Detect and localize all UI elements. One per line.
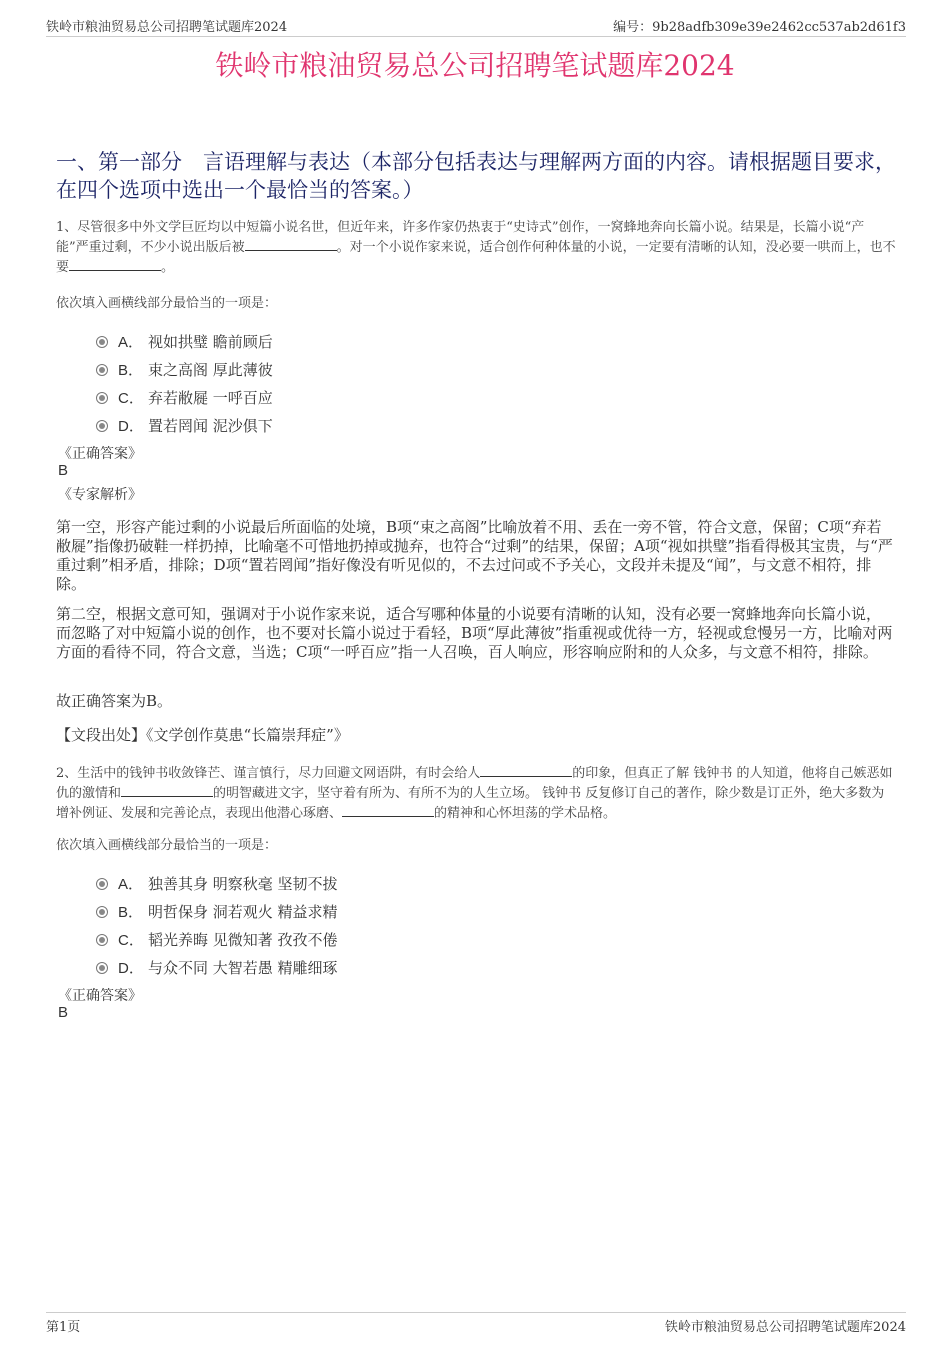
radio-icon[interactable]: [96, 336, 108, 348]
option-letter: A．: [118, 876, 144, 893]
option-letter: B．: [118, 362, 144, 379]
q1-option-a[interactable]: [96, 330, 596, 358]
question-1-prompt: 依次填入画横线部分最恰当的一项是：: [56, 296, 278, 311]
q2-option-c[interactable]: [96, 928, 596, 956]
q1-option-d[interactable]: [96, 414, 596, 442]
footer-title: 铁岭市粮油贸易总公司招聘笔试题库2024: [664, 1320, 906, 1335]
option-text: 视如拱璧 瞻前顾后: [148, 333, 273, 351]
q1-analysis-conclusion: 故正确答案为B。: [56, 692, 173, 710]
question-1-stem: [56, 218, 896, 278]
q1-analysis-paragraph-2: 第二空，根据文意可知，强调对于小说作家来说，适合写哪种体量的小说要有清晰的认知，没有必要一窝蜂地奔向长篇小说，而忽略了对中短篇小说的创作，也不要对长篇小说过于看轻，B项“厚此薄彼”指重视或优待一方，轻视或怠慢另一方，比喻对两方面的看待不同，符合文意，当选；C项“一呼百应”指一人召唤，百人响应，形容响应附和的人众多，与文意不相符，排除。: [56, 605, 893, 661]
q2-answer: B: [58, 1004, 69, 1021]
option-text: 独善其身 明察秋毫 坚韧不拔: [148, 875, 338, 893]
q2-stem-part-b: 的印象，但真正了解 钱钟书 的人知道，他将自己嫉恶如仇的激情和: [56, 766, 893, 801]
radio-icon[interactable]: [96, 906, 108, 918]
option-letter: D．: [118, 418, 144, 435]
option-text: 明哲保身 洞若观火 精益求精: [148, 903, 338, 921]
q1-option-b[interactable]: [96, 358, 596, 386]
question-2-options: [96, 872, 596, 984]
page-number: 第1页: [46, 1320, 81, 1335]
q1-stem-part-b: 。对一个小说作家来说，适合创作何种体量的小说，一定要有清晰的认知，没必要一哄而上，也不要: [56, 240, 896, 275]
q2-blank-1: [480, 764, 572, 777]
header-serial-number: 编号：9b28adfb309e39e2462cc537ab2d61f3: [613, 20, 906, 35]
option-text: 韬光养晦 见微知著 孜孜不倦: [148, 931, 338, 949]
q1-analysis-label: 《专家解析》: [58, 487, 142, 503]
q1-blank-1: [245, 238, 337, 251]
q2-stem-part-c: 的明智藏进文字，坚守着有所为、有所不为的人生立场。 钱钟书 反复修订自己的著作，除少数是订正外，绝大多数为增补例证、发展和完善论点，表现出他潜心琢磨、: [56, 786, 885, 821]
option-text: 弃若敝屣 一呼百应: [148, 389, 273, 407]
option-letter: A．: [118, 334, 144, 351]
question-2-stem: [56, 764, 896, 824]
page-footer: [46, 1312, 906, 1337]
q2-answer-label: 《正确答案》: [58, 988, 142, 1004]
q2-blank-2: [121, 784, 213, 797]
q1-blank-2: [69, 258, 161, 271]
section-heading: 一、第一部分 言语理解与表达（本部分包括表达与理解两方面的内容。请根据题目要求，在四个选项中选出一个最恰当的答案。）: [56, 150, 896, 202]
q1-answer: B: [58, 462, 69, 479]
q2-option-d[interactable]: [96, 956, 596, 984]
radio-icon[interactable]: [96, 878, 108, 890]
document-title: 铁岭市粮油贸易总公司招聘笔试题库2024: [215, 49, 735, 82]
q2-stem-part-d: 的精神和心怀坦荡的学术品格。: [434, 806, 617, 821]
q1-option-c[interactable]: [96, 386, 596, 414]
radio-icon[interactable]: [96, 364, 108, 376]
q1-analysis-paragraph-1: 第一空，形容产能过剩的小说最后所面临的处境，B项“束之高阁”比喻放着不用、丢在一旁不管，符合文意，保留；C项“弃若敝屣”指像扔破鞋一样扔掉，比喻毫不可惜地扔掉或抛弃，也符合“过剩”的结果，保留；A项“视如拱璧”指看得极其宝贵，与“严重过剩”相矛盾，排除；D项“置若罔闻”指好像没有听见似的，不去过问或不予关心，文段并未提及“闻”，与文意不相符，排除。: [56, 518, 893, 593]
radio-icon[interactable]: [96, 934, 108, 946]
option-text: 与众不同 大智若愚 精雕细琢: [148, 959, 338, 977]
option-letter: C．: [118, 932, 144, 949]
header-title: 铁岭市粮油贸易总公司招聘笔试题库2024: [46, 20, 288, 35]
q1-stem-part-a: 1、尽管很多中外文学巨匠均以中短篇小说名世，但近年来，许多作家仍热衷于“史诗式”创作，一窝蜂地奔向长篇小说。结果是，长篇小说“产能”严重过剩，不少小说出版后被: [56, 220, 865, 255]
option-text: 置若罔闻 泥沙俱下: [148, 417, 273, 435]
question-2-prompt: 依次填入画横线部分最恰当的一项是：: [56, 838, 278, 853]
q2-option-a[interactable]: [96, 872, 596, 900]
option-letter: C．: [118, 390, 144, 407]
radio-icon[interactable]: [96, 420, 108, 432]
question-1-options: [96, 330, 596, 442]
option-letter: D．: [118, 960, 144, 977]
radio-icon[interactable]: [96, 392, 108, 404]
q1-stem-part-c: 。: [161, 260, 175, 275]
page-header: [46, 14, 906, 37]
radio-icon[interactable]: [96, 962, 108, 974]
q2-blank-3: [342, 804, 434, 817]
q2-option-b[interactable]: [96, 900, 596, 928]
q1-source: 【文段出处】《文学创作莫患“长篇崇拜症”》: [56, 726, 349, 744]
option-letter: B．: [118, 904, 144, 921]
q2-stem-part-a: 2、生活中的钱钟书收敛锋芒、谨言慎行，尽力回避文网语阱，有时会给人: [56, 766, 481, 781]
option-text: 束之高阁 厚此薄彼: [148, 361, 273, 379]
q1-answer-label: 《正确答案》: [58, 446, 142, 462]
